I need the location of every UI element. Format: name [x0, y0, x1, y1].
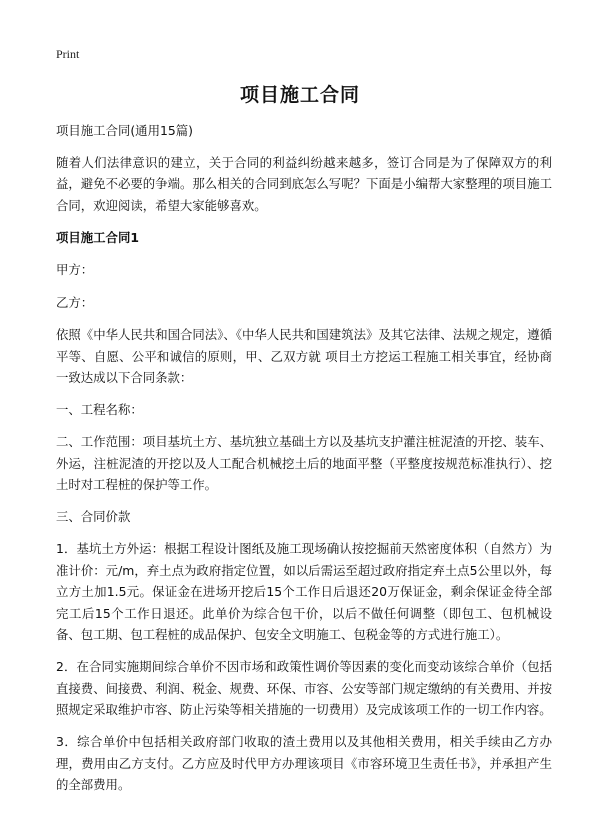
party-b-line: 乙方： [56, 294, 94, 310]
clause-work-scope: 二、工作范围：项目基坑土方、基坑独立基础土方以及基坑支护灌注桩泥渣的开挖、装车、外运，注桩泥渣的开挖以及人工配合机械挖土后的地面平整（平整度按规范标准执行）、挖土时对工程桩的保护等工作。 [56, 434, 552, 492]
price-item-3: 3．综合单价中包括相关政府部门收取的渣土费用以及其他相关费用，相关手续由乙方办理，费用由乙方支付。乙方应及时代甲方办理该项目《市容环境卫生责任书》，并承担产生的全部费用。 [56, 734, 552, 792]
document-body [56, 120, 552, 806]
clause-project-name: 一、工程名称： [56, 402, 143, 417]
document-subtitle: 项目施工合同(通用15篇) [56, 123, 193, 138]
section-heading: 项目施工合同1 [56, 229, 139, 245]
page-title: 项目施工合同 [239, 84, 360, 106]
clause-contract-price: 三、合同价款 [56, 509, 131, 524]
party-a-line: 甲方： [56, 262, 94, 277]
legal-basis-paragraph: 依照《中华人民共和国合同法》、《中华人民共和国建筑法》及其它法律、法规之规定，遵循平等、自愿、公平和诚信的原则，甲、乙双方就 项目土方挖运工程施工相关事宜，经协商一致达成以下合同条款： [56, 327, 552, 385]
price-item-1: 1．基坑土方外运：根据工程设计图纸及施工现场确认按挖掘前天然密度体积（自然方）为准计价：元/m，弃土点为政府指定位置，如以后需运至超过政府指定弃土点5公里以外，每立方土加1.5元。保证金在进场开挖后15个工作日后退还20万保证金，剩余保证金待全部完工后15个工作日退还。此单价为综合包干价，以后不做任何调整（即包工、包机械设备、包工期、包工程桩的成品保护、包安全文明施工、包税金等的方式进行施工）。 [56, 541, 552, 642]
print-link[interactable]: Print [56, 47, 80, 61]
price-item-2: 2．在合同实施期间综合单价不因市场和政策性调价等因素的变化而变动该综合单价（包括直接费、间接费、利润、税金、规费、环保、市容、公安等部门规定缴纳的有关费用、并按照规定采取维护市容、防止污染等相关措施的一切费用）及完成该项工作的一切工作内容。 [56, 659, 552, 717]
intro-paragraph: 随着人们法律意识的建立，关于合同的利益纠纷越来越多，签订合同是为了保障双方的利益，避免不必要的争端。那么相关的合同到底怎么写呢？下面是小编帮大家整理的项目施工合同，欢迎阅读，希望大家能够喜欢。 [56, 154, 552, 213]
